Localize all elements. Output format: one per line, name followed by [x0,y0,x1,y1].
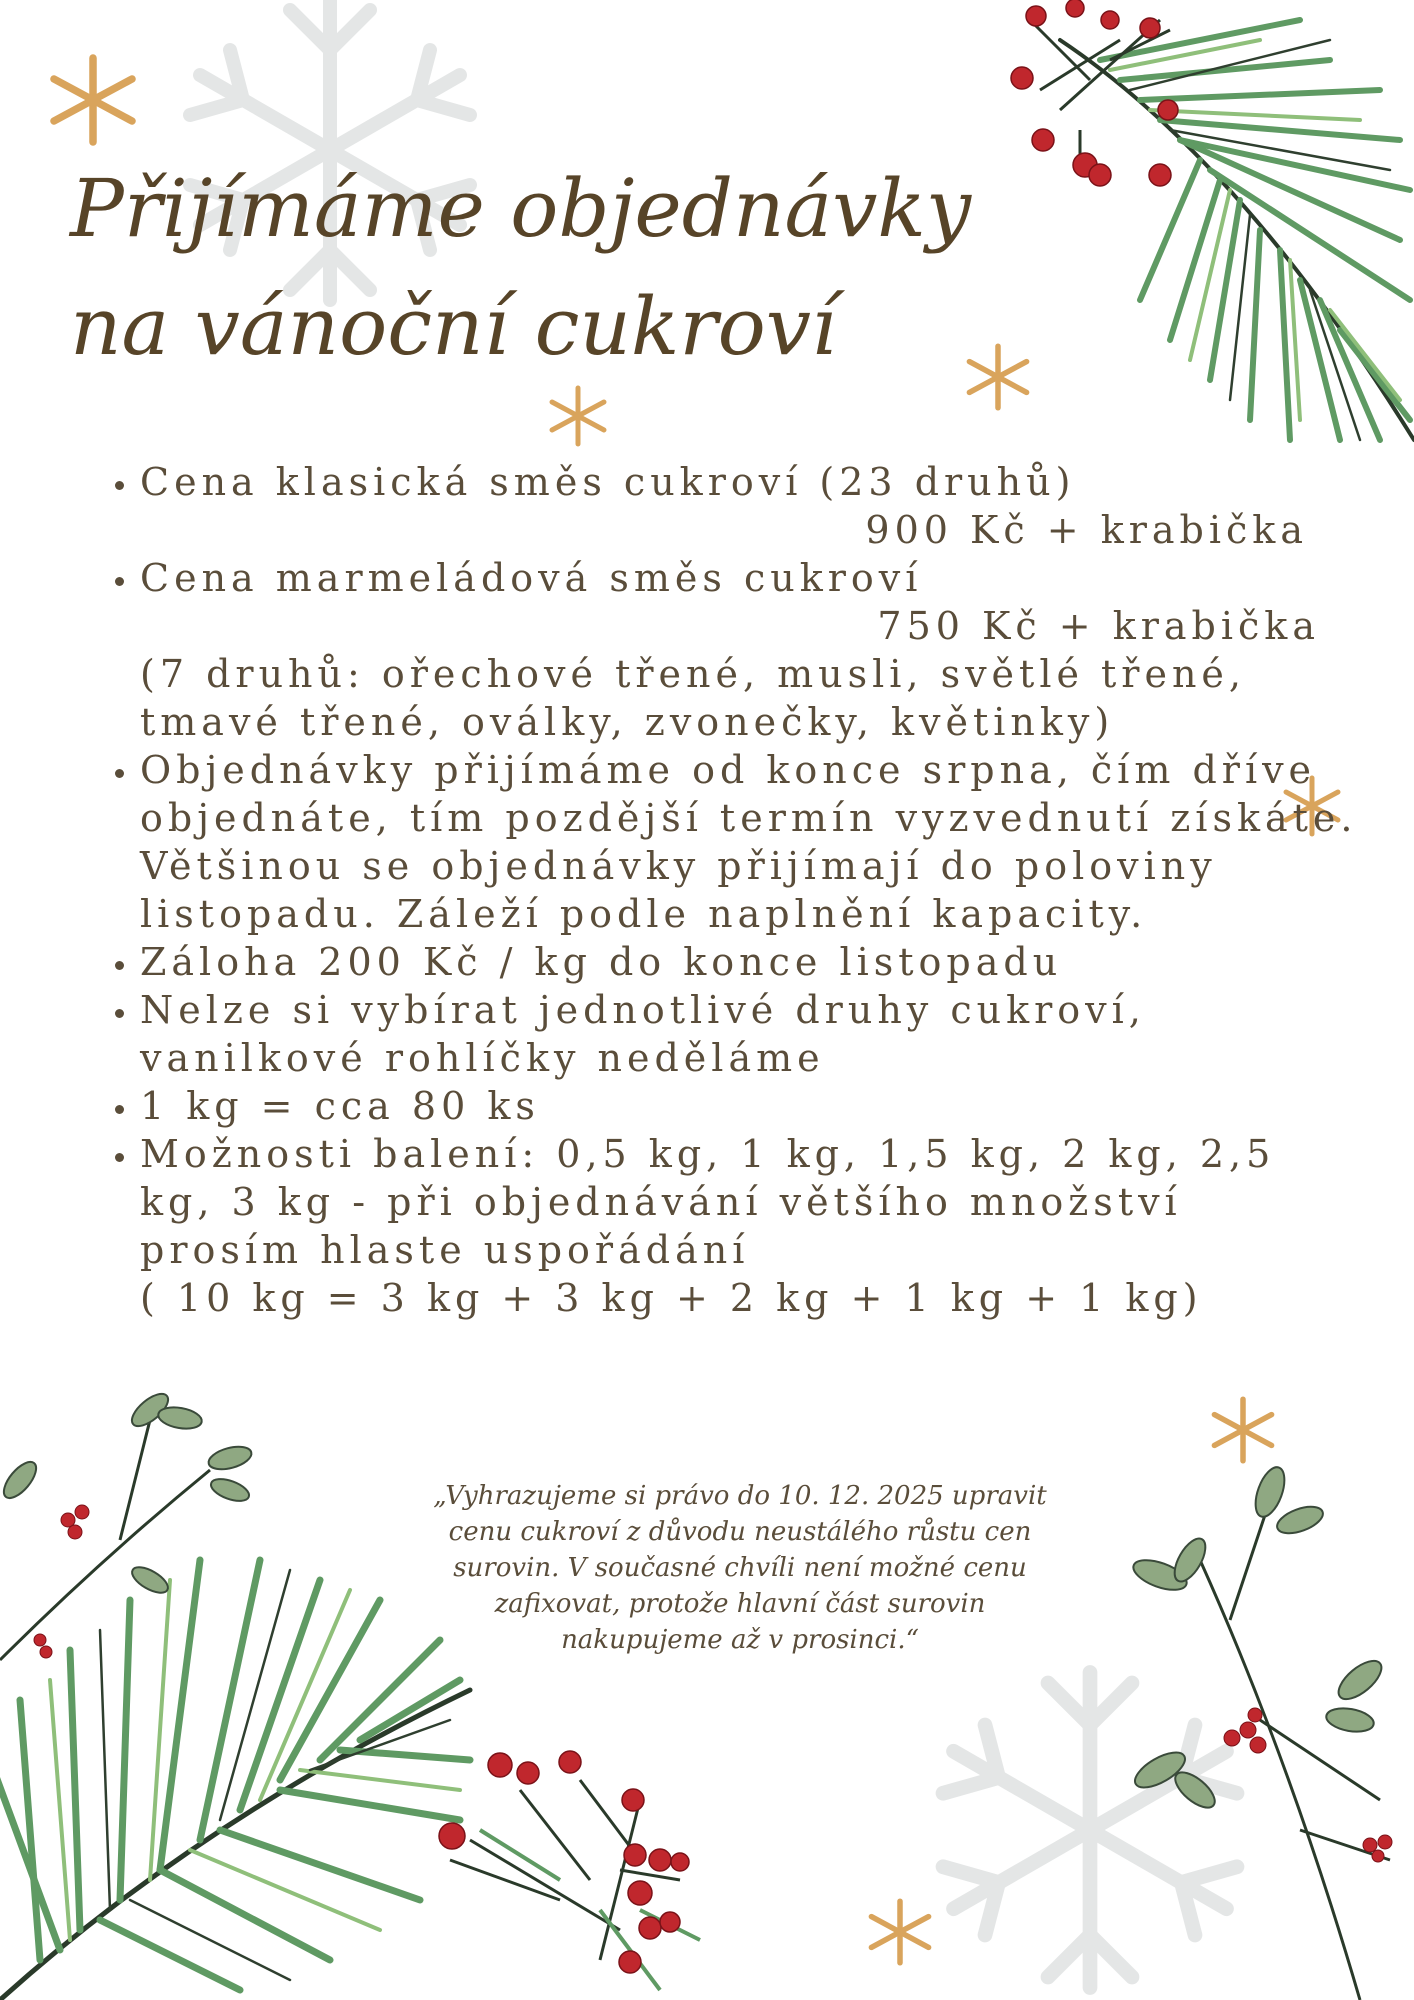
pine-branch-icon [0,1560,470,2000]
list-item-classic-mix [140,458,1360,554]
list-item-jam-mix [140,554,1360,746]
title-line-1: Přijímáme objednávky [70,162,972,255]
item-text: Cena marmeládová směs cukroví [140,556,923,600]
snowflake-icon [943,1673,1237,1988]
item-note: (7 druhů: ořechové třené, musli, světlé třené, tmavé třené, oválky, zvonečky, květinky) [140,652,1247,744]
item-text: Objednávky přijímáme od konce srpna, čím dříve objednáte, tím pozdější termín vyzvednutí získáte. Většinou se objednávky přijímají do poloviny listopadu. Záleží podle naplnění kapacity. [140,748,1358,936]
berries-icon [439,1751,700,1990]
page-title [70,150,1070,386]
item-text: Možnosti balení: 0,5 kg, 1 kg, 1,5 kg, 2 kg, 2,5 kg, 3 kg - při objednávání většího množství prosím hlaste uspořádání [140,1132,1276,1272]
list-item-no-choice [140,986,1360,1082]
pine-branch-icon [1060,20,1414,440]
disclaimer: „Vyhrazujeme si právo do 10. 12. 2025 upravit cenu cukroví z důvodu neustálého růstu cen surovin. V současné chvíli není možné cenu zafixovat, protože hlavní část surovin nakupujeme až v prosinci.“ [433,1481,1047,1655]
item-text: Cena klasická směs cukroví (23 druhů) [140,460,1076,504]
title-line-2: na vánoční cukroví [70,280,837,373]
item-price: 900 Kč + krabička [865,508,1308,552]
list-item-deposit [140,938,1360,986]
list-item-packaging [140,1130,1360,1322]
info-list [100,458,1360,1322]
list-item-weight [140,1082,1360,1130]
leaf-sprig-icon [1130,1463,1392,2000]
item-note: ( 10 kg = 3 kg + 3 kg + 2 kg + 1 kg + 1 kg) [140,1276,1203,1320]
item-text: Záloha 200 Kč / kg do konce listopadu [140,940,1063,984]
item-price: 750 Kč + krabička [877,604,1320,648]
item-text: 1 kg = cca 80 ks [140,1084,540,1128]
item-text: Nelze si vybírat jednotlivé druhy cukroví, vanilkové rohlíčky neděláme [140,988,1146,1080]
list-item-ordering [140,746,1360,938]
